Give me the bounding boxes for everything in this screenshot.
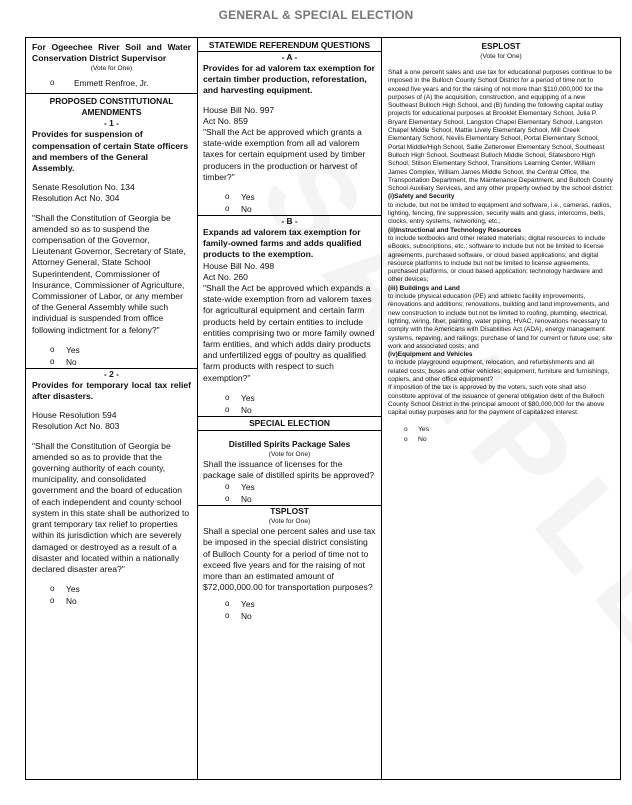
esplost-section-3-text: to include physical education (PE) and athletic facility improvements, renovations and additions; renovations, building and land improvements, and new construction to include but not be limited to roofing, plumbing, electrical, lighting, wiring, fiber, painting, water piping, HVAC, renovations necessary to comply with the Americans with Disabilities Act (ADA), energy management systems, repaving, and railings; purchase of land for current or future use; site work and associated costs; and <box>388 293 613 350</box>
referendum-b-ref2: Act No. 260 <box>203 271 248 282</box>
candidate-name: Emmett Renfroe, Jr. <box>74 78 149 89</box>
esplost-intro: Shall a one percent sales and use tax for educational purposes continue to be imposed in the Bulloch County School District for a period of time not to exceed five years and for the raising of not more than $110,000,000 for the purposes of (A) the acquisition, construction, and equipping of a new Southeast Bulloch High School, and (B) funding the following capital outlay projects for educational purposes at Brooklet Elementary School, Julia P. Bryant Elementary School, Langston Chapel Elementary School, Langston Chapel Middle School, Mattie Lively Elementary School, Mill Creek Elementary School, Nevils Elementary School, Portal Elementary School, Portal Middle/High School, Sallie Zetterower Elementary School, Southeast Bulloch High School, Southeast Bulloch Middle School, Statesboro High School, Stilson Elementary School, Transitions Learning Center, William James Complex, William James Middle School, the Central Office, the Transportation Department, the Maintenance Department, and Bulloch County School Auxiliary Services, and any other property owned by the school district: <box>388 69 614 193</box>
option-label: Yes <box>241 392 255 403</box>
esplost-yes-option[interactable] <box>388 425 614 435</box>
bubble-icon[interactable]: o <box>225 482 230 492</box>
column-1 <box>26 38 198 779</box>
special-election-header: SPECIAL ELECTION <box>249 417 330 428</box>
candidate-option[interactable] <box>32 77 191 89</box>
esplost-no-option[interactable] <box>388 435 614 445</box>
esplost-closing: If imposition of the tax is approved by the voters, such vote shall also constitute approval of the issuance of general obligation debt of the Bulloch County School District in the principal amount of $80,000,000 for the above capital outlay purposes and for the payment of capitalized interest. <box>388 384 605 417</box>
amendment-1-question: "Shall the Constitution of Georgia be amended so as to suspend the compensation of the Governor, Lieutenant Governor, Secretary of State, Attorney General, State School Superintendent, Commissioner of Insurance, Commissioner of Agriculture, Commissioner of Labor, or any member of the General Assembly while such individual is suspended from office following indictment for a felony?" <box>32 212 186 335</box>
distilled-spirits-yes-option[interactable] <box>203 481 376 493</box>
ballot <box>25 37 621 780</box>
amendment-1-ref2: Resolution Act No. 304 <box>32 193 120 204</box>
option-label: No <box>241 494 252 505</box>
page-title: GENERAL & SPECIAL ELECTION <box>218 8 414 22</box>
tsplost-yes-option[interactable] <box>203 598 376 610</box>
option-label: No <box>66 596 77 607</box>
distilled-spirits-title: Distilled Spirits Package Sales <box>228 438 351 449</box>
referendum-a-ref1: House Bill No. 997 <box>203 104 275 115</box>
amendment-1-no-option[interactable] <box>32 356 191 368</box>
referendum-a-no-option[interactable] <box>203 203 376 215</box>
bubble-icon[interactable]: o <box>50 344 55 354</box>
option-label: No <box>66 356 77 367</box>
distilled-spirits-vote-instruction: (Vote for One) <box>268 450 311 458</box>
option-label: No <box>241 204 252 215</box>
tsplost-question: Shall a special one percent sales and use tax be imposed in the special district consisting of Bulloch County for a period of time not to exceed five years and for the raising of not more than an estimated amount of $72,000,000.00 for transportation purposes? <box>203 526 376 593</box>
amendment-2-number: - 2 - <box>104 368 119 379</box>
bubble-icon[interactable]: o <box>50 596 55 606</box>
esplost-section-2-text: to include textbooks and other related materials; digital resources to include eBooks, subscriptions, etc.; software to include but not be limited to license agreements, purchased software, or cloud based applications; and digital resource platforms to include but not be limited to license agreements, purchased platforms, or cloud based application; technology hardware and other devices; <box>388 234 606 284</box>
referendum-b-yes-option[interactable] <box>203 392 376 404</box>
esplost-section-1-title: (i)Safety and Security <box>388 193 455 201</box>
amendment-2-ref1: House Resolution 594 <box>32 410 117 421</box>
amendment-2-question: "Shall the Constitution of Georgia be amended so as to provide that the governing authority of each county, municipality, and consolidated government and the board of education of each independent and county school system in this state shall be authorized to grant temporary tax relief to properties within its jurisdiction which are severely damaged or destroyed as a result of a disaster and located within a nationally declared disaster area?" <box>32 440 190 574</box>
bubble-icon[interactable]: o <box>225 392 230 402</box>
option-label: Yes <box>241 192 255 203</box>
tsplost-vote-instruction: (Vote for One) <box>268 518 311 526</box>
bubble-icon[interactable]: o <box>404 426 408 434</box>
bubble-icon[interactable]: o <box>225 204 230 214</box>
referendum-b-title: Expands ad valorem tax exemption for family-owned farms and adds qualified products to the exemption. <box>203 227 362 260</box>
bubble-icon[interactable]: o <box>225 598 230 608</box>
bubble-icon[interactable]: o <box>225 494 230 504</box>
tsplost-title: TSPLOST <box>270 506 309 517</box>
column-3 <box>382 38 620 779</box>
option-label: Yes <box>66 344 80 355</box>
esplost-section-1-text: to include, but not be limited to equipment and software, i.e., cameras, radios, lighting, fencing, fire suppression, security walls and glass, intercoms, bells, clocks, entry systems, networking, etc.; <box>388 201 612 226</box>
race-vote-instruction: (Vote for One) <box>90 65 133 73</box>
option-label: No <box>241 404 252 415</box>
referendum-a-yes-option[interactable] <box>203 191 376 203</box>
amendments-header: PROPOSED CONSTITUTIONAL AMENDMENTS <box>49 96 174 118</box>
option-label: Yes <box>418 426 430 434</box>
tsplost-no-option[interactable] <box>203 610 376 622</box>
amendment-2-title: Provides for temporary local tax relief after disasters. <box>32 379 191 402</box>
referendum-b-number: - B - <box>281 216 298 227</box>
bubble-icon[interactable]: o <box>50 356 55 366</box>
distilled-spirits-question: Shall the issuance of licenses for the package sale of distilled spirits be approved? <box>203 458 375 481</box>
esplost-section-2-title: (ii)Instructional and Technology Resources <box>388 226 522 234</box>
option-label: Yes <box>241 598 255 609</box>
referendum-b-no-option[interactable] <box>203 404 376 416</box>
bubble-icon[interactable]: o <box>225 192 230 202</box>
race-title: For Ogeechee River Soil and Water Conservation District Supervisor <box>32 42 191 64</box>
amendment-1-number: - 1 - <box>104 118 119 129</box>
column-2 <box>198 38 382 779</box>
amendment-2-ref2: Resolution Act No. 803 <box>32 421 120 432</box>
option-label: No <box>241 610 252 621</box>
bubble-icon[interactable]: o <box>404 435 408 443</box>
esplost-vote-instruction: (Vote for One) <box>480 53 522 60</box>
referendum-b-question: "Shall the Act be approved which expands a state-wide exemption from ad valorem taxes for agricultural equipment and certain farm products held by certain entities to include entities comprising two or more family owned farm entities, and which adds dairy products and unfertilized eggs of poultry as qualified farm products with respect to such exemption?" <box>203 283 375 383</box>
amendment-2-yes-option[interactable] <box>32 583 191 595</box>
distilled-spirits-no-option[interactable] <box>203 493 376 505</box>
referendum-b-ref1: House Bill No. 498 <box>203 260 275 271</box>
option-label: Yes <box>241 482 255 493</box>
amendment-1-yes-option[interactable] <box>32 344 191 356</box>
referendum-a-question: "Shall the Act be approved which grants a state-wide exemption from all ad valorem taxes for certain equipment used by timber producers in the production or harvest of timber?" <box>203 127 366 182</box>
option-label: No <box>418 435 427 443</box>
esplost-section-4-title: (iv)Equipment and Vehicles <box>388 351 473 359</box>
referendum-a-number: - A - <box>281 52 298 62</box>
esplost-title: ESPLOST <box>481 41 521 51</box>
amendment-2-no-option[interactable] <box>32 595 191 607</box>
bubble-icon[interactable]: o <box>225 610 230 620</box>
referendum-header: STATEWIDE REFERENDUM QUESTIONS <box>208 40 371 50</box>
amendment-1-ref1: Senate Resolution No. 134 <box>32 182 135 193</box>
referendum-a-title: Provides for ad valorem tax exemption for certain timber production, reforestation, and harvesting equipment. <box>203 63 375 96</box>
bubble-icon[interactable]: o <box>50 78 55 88</box>
referendum-a-ref2: Act No. 859 <box>203 115 248 126</box>
esplost-section-3-title: (iii) Buildings and Land <box>388 284 460 292</box>
esplost-section-4-text: to include playground equipment, relocation, and refurbishments and all related costs; buses and other vehicles; equipment, furniture and furnishings, copiers, and other office equipment? <box>388 359 610 383</box>
option-label: Yes <box>66 584 80 595</box>
bubble-icon[interactable]: o <box>50 584 55 594</box>
amendment-1-title: Provides for suspension of compensation of certain State officers and members of the General Assembly. <box>32 129 189 174</box>
bubble-icon[interactable]: o <box>225 404 230 414</box>
